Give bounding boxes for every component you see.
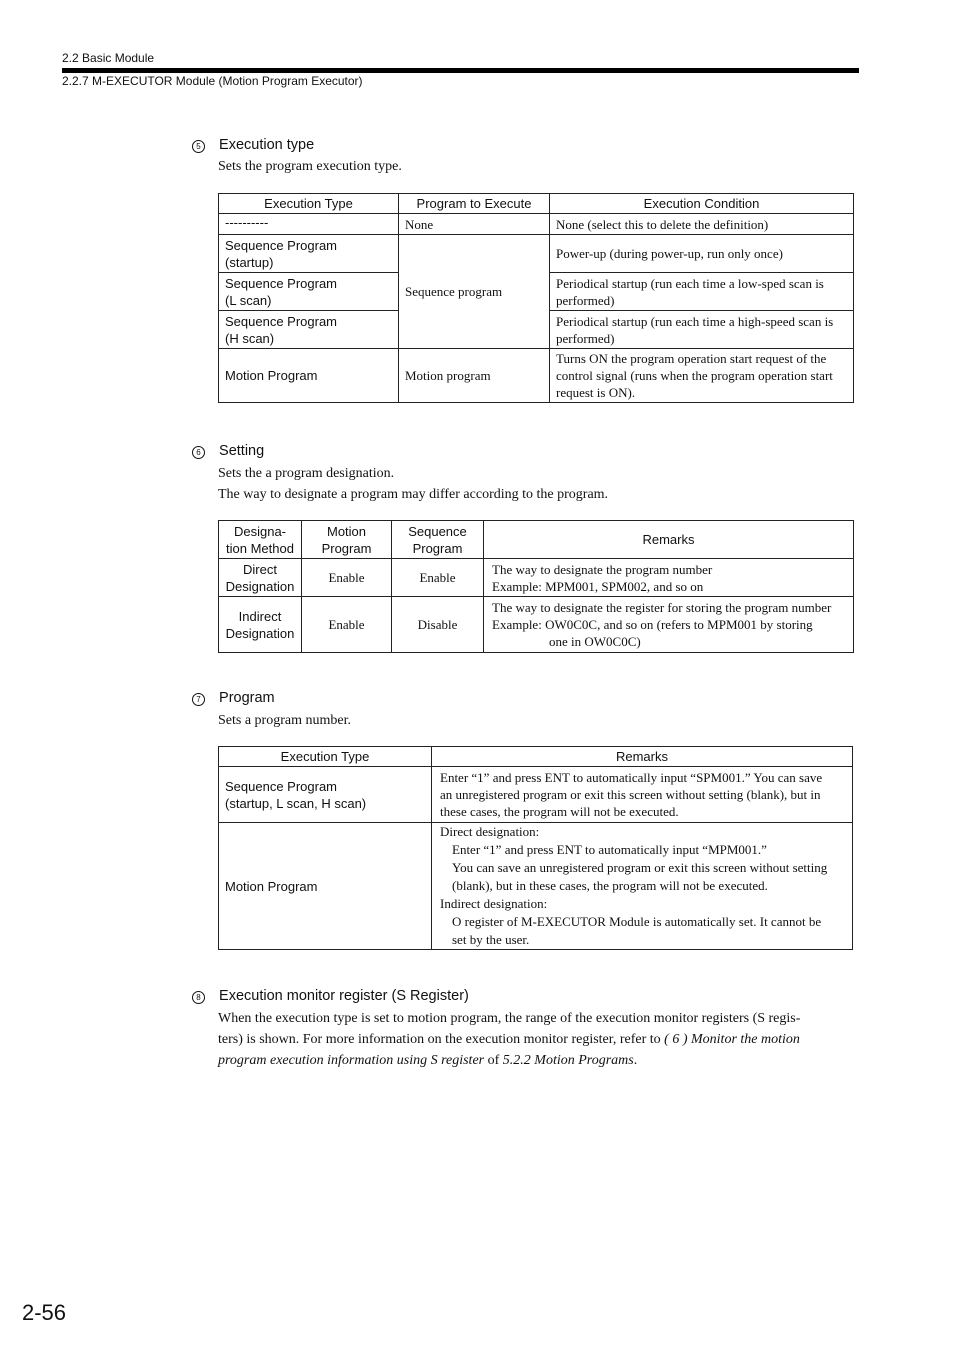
cell-program: None <box>399 214 550 235</box>
cell-line: performed) <box>556 330 615 346</box>
section-8-title: Execution monitor register (S Register) <box>219 988 469 1004</box>
section-8-heading <box>192 988 469 1004</box>
cell-line: one in OW0C0C) <box>549 634 641 649</box>
cell-line: Sequence Program <box>225 313 338 329</box>
section-5-heading <box>192 137 314 153</box>
cell-line: The way to designate the program number <box>492 561 713 577</box>
cell-motion: Enable <box>302 597 392 653</box>
table-header-row <box>219 747 853 767</box>
cell-line: control signal (runs when the program operation start <box>556 368 833 383</box>
cell-line: an unregistered program or exit this screen without setting (blank), but in <box>440 787 821 802</box>
column-header <box>219 521 302 559</box>
cell-remarks <box>432 823 853 950</box>
paragraph-line: When the execution type is set to motion program, the range of the execution monitor registers (S regis- <box>218 1011 801 1026</box>
cross-reference-link: program execution information using S register <box>218 1053 485 1068</box>
section-5-description: Sets the program execution type. <box>218 159 402 174</box>
cell-line: O register of M-EXECUTOR Module is automatically set. It cannot be <box>452 914 822 929</box>
cell-line: Example: MPM001, SPM002, and so on <box>492 578 704 594</box>
cell-line: Designation <box>225 625 295 641</box>
column-header: Remarks <box>432 747 853 767</box>
cell-execution-type: Motion Program <box>219 823 432 950</box>
table-row <box>219 235 854 273</box>
cell-line: Designation <box>225 578 295 594</box>
column-header: Execution Type <box>219 747 432 767</box>
header-line: Sequence <box>408 523 467 539</box>
cell-line: Sequence Program <box>225 778 338 794</box>
text-run: ters) is shown. For more information on the execution monitor register, refer to <box>218 1032 665 1047</box>
cell-method <box>219 597 302 653</box>
header-line: tion Method <box>226 540 294 556</box>
cell-condition <box>550 273 854 311</box>
section-7-description: Sets a program number. <box>218 713 351 728</box>
cell-program: Motion program <box>399 349 550 403</box>
circled-number-8: 8 <box>192 991 205 1004</box>
cell-condition: None (select this to delete the definition) <box>550 214 854 235</box>
running-header-subsection: 2.2.7 M-EXECUTOR Module (Motion Program Executor) <box>62 74 363 88</box>
section-8-paragraph <box>218 1008 858 1071</box>
cell-line: set by the user. <box>452 932 530 947</box>
cell-line: performed) <box>556 292 615 308</box>
section-7-heading <box>192 690 275 706</box>
table-row <box>219 349 854 403</box>
cell-condition <box>550 311 854 349</box>
running-header-section: 2.2 Basic Module <box>62 51 155 65</box>
circled-number-5: 5 <box>192 140 205 153</box>
table-row <box>219 597 854 653</box>
cell-execution-type <box>219 273 399 311</box>
section-6-heading <box>192 443 264 459</box>
column-header: Execution Condition <box>550 194 854 214</box>
cell-line: Enter “1” and press ENT to automatically input “MPM001.” <box>452 842 767 857</box>
cell-line: Sequence Program <box>225 275 338 291</box>
paragraph-line <box>218 1029 858 1050</box>
cell-line: Example: OW0C0C, and so on (refers to MPM001 by storing <box>492 617 813 632</box>
header-line: Program <box>412 540 463 556</box>
cell-program: Sequence program <box>399 235 550 349</box>
cell-condition: Power-up (during power-up, run only once) <box>550 235 854 273</box>
cell-line: (startup, L scan, H scan) <box>225 795 367 811</box>
text-run: . <box>633 1053 638 1068</box>
execution-type-table <box>218 193 854 403</box>
cell-line: You can save an unregistered program or exit this screen without setting <box>452 860 828 875</box>
header-line: Motion <box>326 523 367 539</box>
cell-line: (blank), but in these cases, the program will not be executed. <box>452 878 768 893</box>
cell-line: Direct designation: <box>440 824 540 839</box>
cell-line: request is ON). <box>556 385 636 400</box>
cell-line: Direct <box>243 561 277 577</box>
cell-line: Indirect designation: <box>440 896 548 911</box>
column-header <box>302 521 392 559</box>
circled-number-7: 7 <box>192 693 205 706</box>
cell-line: these cases, the program will not be executed. <box>440 804 679 819</box>
cell-remarks <box>484 597 854 653</box>
column-header: Remarks <box>484 521 854 559</box>
section-6-description-1: Sets the a program designation. <box>218 466 395 481</box>
column-header: Program to Execute <box>399 194 550 214</box>
cell-execution-type: ---------- <box>219 214 399 235</box>
cell-line: Indirect <box>238 608 282 624</box>
cell-line: The way to designate the register for storing the program number <box>492 600 832 615</box>
cell-line: (H scan) <box>225 330 275 346</box>
section-7-title: Program <box>219 690 275 706</box>
section-6-title: Setting <box>219 443 265 459</box>
header-rule <box>62 68 859 73</box>
cell-sequence: Enable <box>392 559 484 597</box>
cell-motion: Enable <box>302 559 392 597</box>
cell-remarks <box>432 767 853 823</box>
table-header-row <box>219 194 854 214</box>
cell-remarks <box>484 559 854 597</box>
cell-execution-type <box>219 235 399 273</box>
cell-line: Turns ON the program operation start request of the <box>556 351 827 366</box>
cell-line: Enter “1” and press ENT to automatically input “SPM001.” You can save <box>440 770 823 785</box>
header-line: Program <box>321 540 372 556</box>
program-number-table <box>218 746 853 950</box>
circled-number-6: 6 <box>192 446 205 459</box>
table-row <box>219 823 853 950</box>
section-6-description-2: The way to designate a program may differ according to the program. <box>218 487 609 502</box>
cell-line: Sequence Program <box>225 237 338 253</box>
table-header-row <box>219 521 854 559</box>
cell-line: (L scan) <box>225 292 272 308</box>
cell-sequence: Disable <box>392 597 484 653</box>
paragraph-line <box>218 1050 858 1071</box>
column-header: Execution Type <box>219 194 399 214</box>
cross-reference-link: ( 6 ) Monitor the motion <box>664 1032 800 1047</box>
cell-execution-type: Motion Program <box>219 349 399 403</box>
table-row <box>219 559 854 597</box>
cell-execution-type <box>219 311 399 349</box>
designation-method-table <box>218 520 854 653</box>
cell-condition <box>550 349 854 403</box>
header-line: Designa- <box>233 523 287 539</box>
cell-line: Periodical startup (run each time a low-sped scan is <box>556 275 824 291</box>
section-5-title: Execution type <box>219 137 315 153</box>
cell-method <box>219 559 302 597</box>
table-row <box>219 767 853 823</box>
column-header <box>392 521 484 559</box>
cell-execution-type <box>219 767 432 823</box>
table-row <box>219 214 854 235</box>
text-run: of <box>484 1053 503 1068</box>
page-number: 2-56 <box>22 1300 67 1325</box>
cross-reference-link: 5.2.2 Motion Programs <box>502 1053 634 1068</box>
cell-line: (startup) <box>225 254 274 270</box>
cell-line: Periodical startup (run each time a high-speed scan is <box>556 313 834 329</box>
